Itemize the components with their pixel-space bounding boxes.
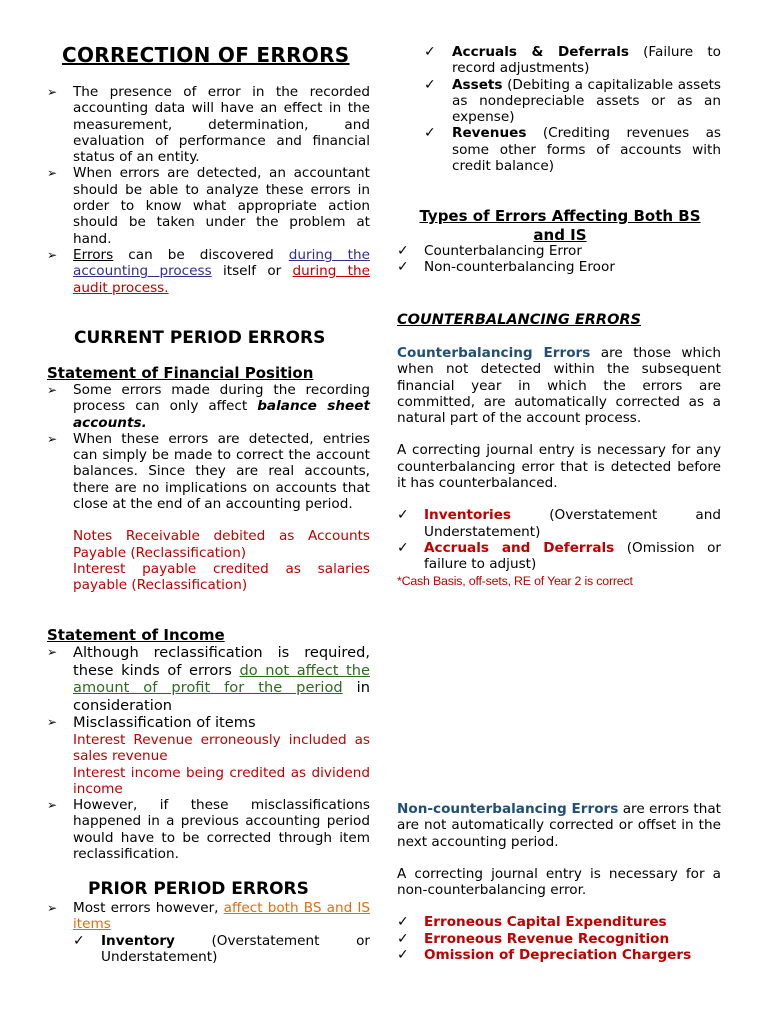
current-period-heading: CURRENT PERIOD ERRORS bbox=[74, 328, 326, 348]
list-item: ✓ Non-counterbalancing Eroor bbox=[397, 259, 615, 276]
intro-block bbox=[47, 84, 370, 296]
check-icon: ✓ bbox=[397, 947, 409, 964]
counterbalancing-heading: COUNTERBALANCING ERRORS bbox=[397, 312, 642, 328]
list-item: ✓ Erroneous Revenue Recognition bbox=[397, 930, 670, 947]
arrow-bullet-icon: ➢ bbox=[47, 85, 58, 99]
sfp-heading: Statement of Financial Position bbox=[47, 364, 314, 382]
accounting-process-link[interactable]: during the accounting process bbox=[73, 246, 370, 280]
list-item: ➢ Most errors however, affect both BS and IS items bbox=[47, 900, 370, 933]
arrow-bullet-icon: ➢ bbox=[47, 383, 58, 397]
si-block-2 bbox=[47, 732, 370, 862]
arrow-bullet-icon: ➢ bbox=[47, 715, 58, 730]
prior-block bbox=[47, 900, 370, 965]
list-item: ➢ Misclassification of items bbox=[47, 714, 256, 732]
list-item: ✓ Revenues (Crediting revenues as some other forms of accounts with credit balance) bbox=[424, 125, 721, 175]
check-icon: ✓ bbox=[424, 44, 436, 60]
arrow-bullet-icon: ➢ bbox=[47, 431, 58, 446]
arrow-bullet-icon: ➢ bbox=[47, 798, 58, 813]
list-item: ✓ Assets (Debiting a capitalizable assets as nondepreciable assets or as an expense) bbox=[424, 76, 721, 126]
arrow-bullet-icon: ➢ bbox=[47, 166, 58, 181]
list-item: ✓ Erroneous Capital Expenditures bbox=[397, 914, 667, 931]
arrow-bullet-icon: ➢ bbox=[47, 247, 58, 262]
check-icon: ✓ bbox=[397, 243, 409, 259]
check-icon: ✓ bbox=[424, 125, 436, 142]
check-icon: ✓ bbox=[397, 930, 409, 947]
arrow-bullet-icon: ➢ bbox=[47, 645, 58, 659]
example-text: Notes Receivable debited as Accounts Payable (Reclassification) bbox=[73, 528, 370, 561]
list-item: ➢ The presence of error in the recorded accounting data will have an effect in the measurement, determination, and evaluation of performance and financial status of an entity. bbox=[47, 84, 370, 166]
audit-process-link[interactable]: during the audit process. bbox=[73, 263, 370, 296]
noncounterbalancing-block: Non-counterbalancing Errors are errors that are not automatically corrected or offset in the next accounting period. A correcting journal entry is necessary for a non-counterbalancing error. ✓ Erroneous Capital Expenditures ✓ Erroneous Revenue Recognition ✓ Omission of Depreciation Chargers bbox=[397, 801, 722, 964]
example-text: Interest Revenue erroneously included as sales revenue bbox=[73, 732, 370, 765]
example-text: Interest income being credited as dividend income bbox=[73, 764, 370, 797]
check-icon: ✓ bbox=[397, 539, 409, 556]
check-icon: ✓ bbox=[73, 932, 85, 949]
check-icon: ✓ bbox=[397, 914, 409, 931]
list-item: ➢ However, if these misclassifications happened in a previous accounting period would have to be corrected through item reclassification. bbox=[47, 797, 370, 863]
list-item: ✓ Omission of Depreciation Chargers bbox=[397, 947, 692, 964]
list-item: ➢ Although reclassification is required, these kinds of errors do not affect the amount of profit for the period in consideration bbox=[47, 644, 370, 714]
list-item: ✓ Counterbalancing Error bbox=[397, 243, 582, 259]
error-categories-block bbox=[424, 44, 721, 174]
list-item: ➢ When errors are detected, an accountant should be able to analyze these errors in order to know what appropriate action should be taken under the problem at hand. bbox=[47, 165, 370, 247]
list-item: ➢ When these errors are detected, entries can simply be made to correct the account balances. Since they are real accounts, there are no implications on accounts that close at the end of an accounting period. bbox=[47, 430, 370, 513]
list-item: ➢ Some errors made during the recording process can only affect balance sheet accounts. bbox=[47, 382, 370, 431]
sfp-block bbox=[47, 382, 370, 594]
arrow-bullet-icon: ➢ bbox=[47, 901, 58, 915]
prior-period-heading: PRIOR PERIOD ERRORS bbox=[88, 879, 309, 899]
example-text: Interest payable credited as salaries payable (Reclassification) bbox=[73, 560, 370, 594]
si-heading: Statement of Income bbox=[47, 626, 225, 644]
check-icon: ✓ bbox=[397, 259, 409, 276]
counterbalancing-block: Counterbalancing Errors are those which when not detected within the subsequent financial year in which the errors are committed, are automatically corrected as a natural part of the account process. A correcting journal entry is necessary for any counterbalancing error that is detected before it has counterbalanced. ✓ Inventories (Overstatement and Understatement) ✓ Accruals and Deferrals (Omission or failure to adjust) bbox=[397, 345, 721, 573]
cash-basis-note: *Cash Basis, off-sets, RE of Year 2 is correct bbox=[397, 574, 633, 588]
page-title: CORRECTION OF ERRORS bbox=[62, 43, 350, 67]
list-item: ✓ Inventory (Overstatement or Understatement) bbox=[73, 932, 370, 965]
types-heading: Types of Errors Affecting Both BS and IS bbox=[419, 207, 701, 244]
check-icon: ✓ bbox=[397, 507, 409, 524]
si-block-1 bbox=[47, 644, 370, 732]
list-item: ✓ Inventories (Overstatement and Understatement) bbox=[397, 507, 721, 540]
list-item: ✓ Accruals and Deferrals (Omission or failure to adjust) bbox=[397, 539, 721, 573]
check-icon: ✓ bbox=[424, 76, 436, 93]
list-item: ✓ Accruals & Deferrals (Failure to record adjustments) bbox=[424, 44, 721, 77]
list-item: ➢ Errors can be discovered during the accounting process itself or during the audit process. bbox=[47, 246, 370, 296]
types-list bbox=[397, 243, 721, 276]
